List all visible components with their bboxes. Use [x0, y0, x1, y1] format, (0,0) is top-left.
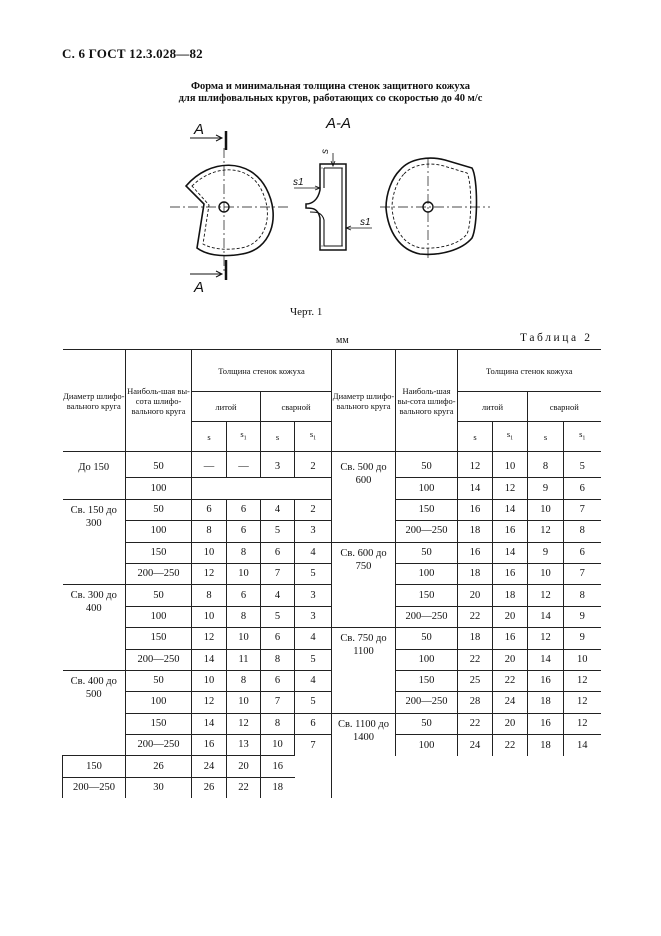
- thickness-cell: 7: [564, 499, 601, 520]
- diameter-cell: Св. 1100 до 1400: [332, 713, 396, 798]
- thickness-cell: 30: [126, 777, 192, 798]
- height-cell: 200—250: [396, 692, 458, 713]
- height-cell: 50: [396, 713, 458, 734]
- col-header-s: s: [261, 422, 295, 452]
- thickness-cell: 6: [295, 713, 332, 734]
- thickness-cell: 14: [528, 606, 564, 627]
- thickness-cell: 16: [458, 542, 493, 563]
- height-cell: 50: [396, 628, 458, 649]
- thickness-cell: 3: [261, 457, 295, 478]
- thickness-cell: 10: [227, 628, 261, 649]
- height-cell: 50: [126, 499, 192, 520]
- thickness-cell: 7: [564, 563, 601, 584]
- height-cell: 50: [396, 542, 458, 563]
- thickness-cell: 3: [295, 521, 332, 542]
- col-header-max-height: Наиболь-шая вы-сота шлифо-вального круга: [126, 350, 192, 452]
- height-cell: 200—250: [126, 735, 192, 756]
- col-header-s1: $s_1$: [564, 422, 601, 452]
- col-header-diameter: Диаметр шлифо-вального круга: [63, 350, 126, 452]
- thickness-cell: 20: [493, 713, 528, 734]
- thickness-cell: 5: [295, 692, 332, 713]
- thickness-cell: 11: [227, 649, 261, 670]
- height-cell: 150: [126, 713, 192, 734]
- thickness-cell: 6: [192, 499, 227, 520]
- thickness-cell: —: [192, 457, 227, 478]
- thickness-cell: 16: [458, 499, 493, 520]
- thickness-cell: 8: [227, 606, 261, 627]
- thickness-cell: 6: [261, 542, 295, 563]
- diameter-cell: Св. 750 до 1100: [332, 628, 396, 714]
- thickness-cell: 6: [261, 628, 295, 649]
- col-header-s1: $s_1$: [227, 422, 261, 452]
- height-cell: 200—250: [126, 649, 192, 670]
- thickness-cell: 18: [458, 521, 493, 542]
- thickness-cell: 6: [227, 499, 261, 520]
- height-cell: 150: [396, 499, 458, 520]
- thickness-cell: 22: [458, 606, 493, 627]
- thickness-cell: 14: [528, 649, 564, 670]
- thickness-cell: 2: [295, 457, 332, 478]
- thickness-cell: 12: [192, 692, 227, 713]
- guard-alt-view: [380, 158, 490, 260]
- table-label: Таблица 2: [520, 332, 593, 344]
- diameter-cell: До 150: [78, 462, 110, 473]
- thickness-cell: 22: [493, 670, 528, 691]
- thickness-cell: 5: [261, 521, 295, 542]
- thickness-cell: 16: [493, 628, 528, 649]
- figure-title-line2: для шлифовальных кругов, работающих со скоростью до 40 м/с: [178, 93, 483, 104]
- dim-s1-left-label: s1: [293, 177, 304, 188]
- height-cell: 200—250: [396, 606, 458, 627]
- thickness-cell: 24: [493, 692, 528, 713]
- thickness-cell: 20: [458, 585, 493, 606]
- height-cell: 150: [63, 756, 126, 777]
- height-cell: 200—250: [63, 777, 126, 798]
- table-row: [63, 713, 601, 734]
- thickness-cell: 12: [564, 670, 601, 691]
- thickness-cell: 14: [192, 713, 227, 734]
- dim-s1-right-label: s1: [360, 217, 371, 228]
- thickness-cell: 16: [528, 713, 564, 734]
- guard-drawing: [0, 108, 661, 303]
- height-cell: 100: [396, 478, 458, 499]
- thickness-cell: 16: [261, 756, 295, 777]
- figure-title-line1: Форма и минимальная толщина стенок защитного кожуха: [190, 81, 470, 92]
- thickness-cell: 6: [564, 478, 601, 499]
- thickness-cell: 13: [227, 735, 261, 756]
- page-header: С. 6 ГОСТ 12.3.028—82: [62, 46, 203, 61]
- thickness-cell: 9: [564, 628, 601, 649]
- thickness-cell: 26: [126, 756, 192, 777]
- thickness-cell: 16: [528, 670, 564, 691]
- thickness-cell: 8: [261, 649, 295, 670]
- thickness-cell: 7: [261, 692, 295, 713]
- thickness-cell: 9: [528, 478, 564, 499]
- thickness-cell: 4: [295, 542, 332, 563]
- section-aa-label: А-А: [326, 115, 352, 132]
- thickness-cell: 12: [458, 457, 493, 478]
- thickness-cell: 8: [528, 457, 564, 478]
- thickness-cell: 24: [192, 756, 227, 777]
- thickness-cell: 10: [192, 542, 227, 563]
- height-cell: 100: [126, 478, 192, 499]
- thickness-cell: 5: [295, 563, 332, 584]
- thickness-cell: 14: [493, 499, 528, 520]
- thickness-cell: 7: [261, 563, 295, 584]
- height-cell: 200—250: [126, 563, 192, 584]
- thickness-cell: 10: [528, 499, 564, 520]
- units-label: мм: [336, 335, 349, 346]
- thickness-cell: 12: [227, 713, 261, 734]
- thickness-cell: 10: [528, 563, 564, 584]
- thickness-cell: 16: [192, 735, 227, 756]
- thickness-cell: 9: [528, 542, 564, 563]
- thickness-cell: 12: [192, 628, 227, 649]
- thickness-cell: —: [227, 457, 261, 478]
- thickness-cell: 22: [493, 735, 528, 756]
- height-cell: 100: [396, 649, 458, 670]
- col-header-wall-thickness: Толщина стенок кожуха: [192, 350, 332, 392]
- diameter-cell: Св. 500 до 600: [332, 457, 396, 542]
- col-header-welded-right: сварной: [528, 392, 601, 422]
- thickness-cell: 22: [458, 713, 493, 734]
- col-header-diameter-right: Диаметр шлифо-вального круга: [332, 350, 396, 452]
- thickness-cell: 25: [458, 670, 493, 691]
- table-row: [63, 457, 601, 478]
- thickness-cell: 10: [192, 606, 227, 627]
- col-header-max-height-right: Наиболь-шая вы-сота шлифо-вального круга: [396, 350, 458, 452]
- height-cell: 100: [396, 735, 458, 756]
- diameter-cell: Св. 300 до 400: [63, 585, 126, 671]
- table-row: [63, 628, 601, 649]
- guard-front-view: [170, 131, 290, 280]
- thickness-cell: 5: [261, 606, 295, 627]
- thickness-cell: 3: [295, 585, 332, 606]
- diameter-cell: Св. 400 до 500: [63, 670, 126, 756]
- thickness-cell: 6: [564, 542, 601, 563]
- height-cell: 150: [396, 585, 458, 606]
- thickness-cell: 14: [192, 649, 227, 670]
- thickness-cell: 14: [493, 542, 528, 563]
- thickness-cell: 8: [227, 542, 261, 563]
- thickness-cell: 18: [493, 585, 528, 606]
- thickness-cell: 8: [261, 713, 295, 734]
- col-header-s: s: [458, 422, 493, 452]
- thickness-cell: 20: [493, 606, 528, 627]
- thickness-cell: 4: [295, 628, 332, 649]
- height-cell: 50: [126, 585, 192, 606]
- thickness-cell: 28: [458, 692, 493, 713]
- thickness-cell: 12: [528, 628, 564, 649]
- section-label-top: A: [194, 121, 205, 138]
- thickness-cell: 12: [528, 585, 564, 606]
- figure-caption: Черт. 1: [290, 306, 323, 318]
- thickness-cell: 10: [261, 735, 295, 756]
- thickness-cell: 20: [493, 649, 528, 670]
- thickness-cell: 18: [528, 692, 564, 713]
- thickness-cell: 16: [493, 521, 528, 542]
- height-cell: 50: [126, 457, 192, 478]
- thickness-cell: 10: [192, 670, 227, 691]
- height-cell: 50: [396, 457, 458, 478]
- thickness-cell: 12: [564, 713, 601, 734]
- thickness-cell: [192, 478, 332, 499]
- thickness-cell: 4: [261, 499, 295, 520]
- dim-s-label: s: [320, 149, 331, 154]
- thickness-table: [62, 349, 601, 798]
- thickness-cell: 8: [564, 521, 601, 542]
- height-cell: 150: [126, 542, 192, 563]
- thickness-cell: 22: [227, 777, 261, 798]
- thickness-cell: 22: [458, 649, 493, 670]
- thickness-cell: 6: [261, 670, 295, 691]
- thickness-cell: 14: [458, 478, 493, 499]
- height-cell: 150: [126, 628, 192, 649]
- thickness-cell: 4: [261, 585, 295, 606]
- height-cell: 100: [126, 521, 192, 542]
- thickness-cell: 7: [295, 735, 332, 756]
- col-header-s1: $s_1$: [493, 422, 528, 452]
- height-cell: 100: [126, 606, 192, 627]
- thickness-cell: 10: [564, 649, 601, 670]
- guard-section-view: [294, 153, 372, 250]
- height-cell: 150: [396, 670, 458, 691]
- diameter-cell: Св. 600 до 750: [332, 542, 396, 628]
- height-cell: 100: [396, 563, 458, 584]
- col-header-welded: сварной: [261, 392, 332, 422]
- thickness-cell: 10: [227, 563, 261, 584]
- section-label-bottom: A: [194, 279, 205, 296]
- thickness-cell: 6: [227, 521, 261, 542]
- col-header-s: s: [192, 422, 227, 452]
- thickness-cell: 26: [192, 777, 227, 798]
- height-cell: 50: [126, 670, 192, 691]
- thickness-cell: 3: [295, 606, 332, 627]
- thickness-cell: 12: [528, 521, 564, 542]
- thickness-cell: 5: [564, 457, 601, 478]
- thickness-cell: 6: [227, 585, 261, 606]
- height-cell: 200—250: [396, 521, 458, 542]
- thickness-cell: 8: [192, 585, 227, 606]
- thickness-cell: 12: [493, 478, 528, 499]
- table-row: [63, 542, 601, 563]
- table-body: [63, 452, 601, 799]
- thickness-cell: 8: [192, 521, 227, 542]
- diameter-cell: Св. 150 до 300: [63, 499, 126, 585]
- col-header-wall-thickness-right: Толщина стенок кожуха: [458, 350, 601, 392]
- thickness-cell: 12: [192, 563, 227, 584]
- col-header-cast-right: литой: [458, 392, 528, 422]
- thickness-cell: 14: [564, 735, 601, 756]
- thickness-cell: 18: [528, 735, 564, 756]
- col-header-s: s: [528, 422, 564, 452]
- height-cell: 100: [126, 692, 192, 713]
- thickness-cell: 16: [493, 563, 528, 584]
- thickness-cell: 8: [564, 585, 601, 606]
- thickness-cell: 18: [261, 777, 295, 798]
- col-header-cast: литой: [192, 392, 261, 422]
- thickness-cell: 2: [295, 499, 332, 520]
- thickness-cell: 4: [295, 670, 332, 691]
- thickness-cell: 20: [227, 756, 261, 777]
- thickness-cell: 12: [564, 692, 601, 713]
- thickness-cell: 5: [295, 649, 332, 670]
- thickness-cell: 24: [458, 735, 493, 756]
- thickness-cell: 8: [227, 670, 261, 691]
- thickness-cell: 9: [564, 606, 601, 627]
- col-header-s1: $s_1$: [295, 422, 332, 452]
- thickness-cell: 18: [458, 628, 493, 649]
- thickness-cell: 10: [493, 457, 528, 478]
- thickness-cell: 18: [458, 563, 493, 584]
- thickness-cell: 10: [227, 692, 261, 713]
